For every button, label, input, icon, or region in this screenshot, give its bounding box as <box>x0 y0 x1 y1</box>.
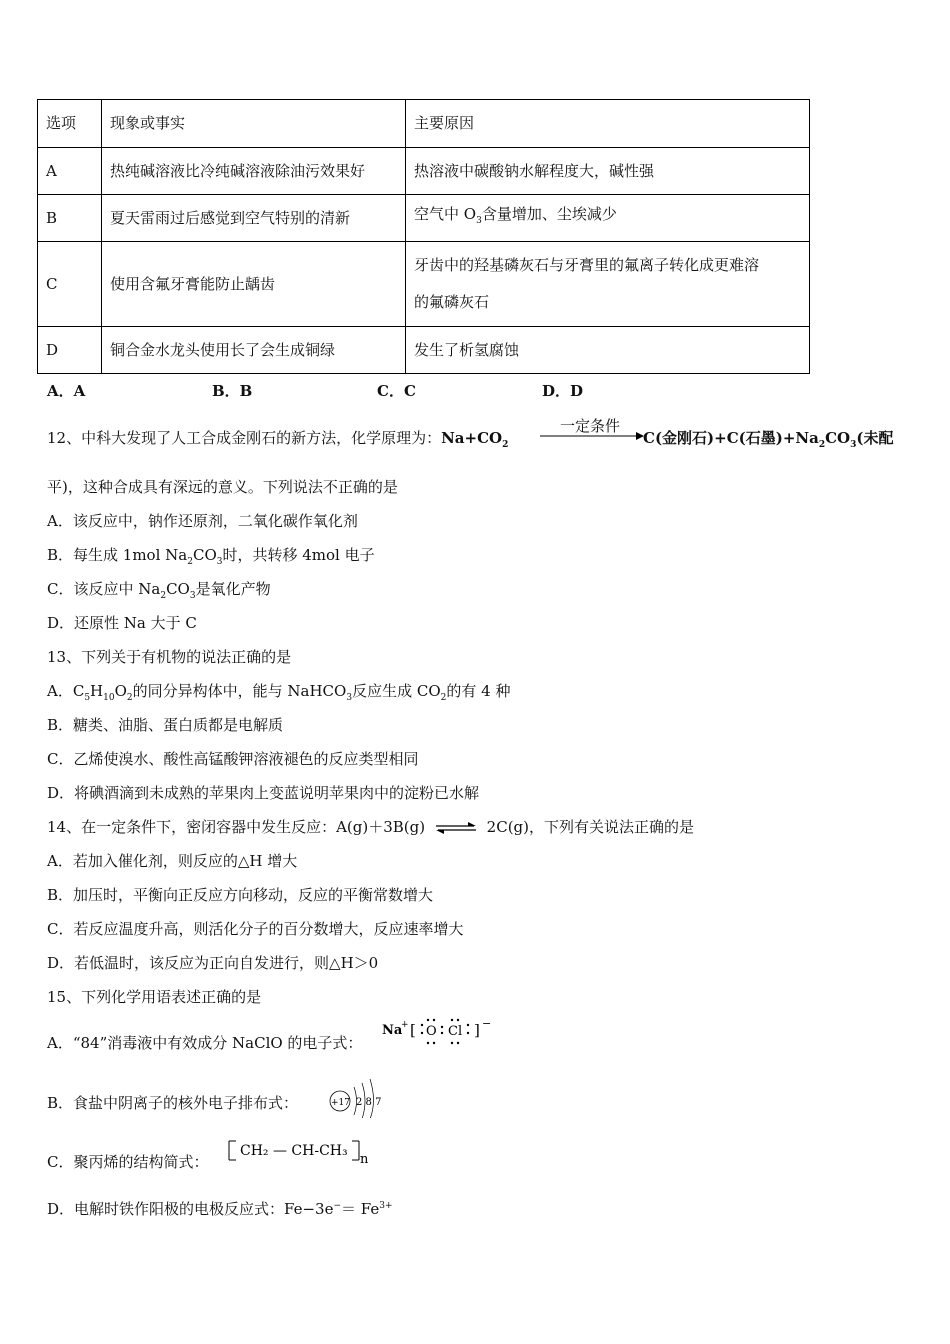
o-symbol: O <box>426 1024 437 1039</box>
q14-option-b[interactable]: B．加压时，平衡向正反应方向移动，反应的平衡常数增大 <box>47 886 434 904</box>
q11-choices <box>47 380 583 401</box>
q15-option-a[interactable]: A．“84”消毒液中有效成分 NaClO 的电子式： <box>47 1034 363 1052</box>
q12-stem: 12、中科大发现了人工合成金刚石的新方法，化学原理为：$Na+CO_2$ <box>47 429 509 450</box>
q15-option-b[interactable]: B．食盐中阴离子的核外电子排布式： <box>47 1094 299 1112</box>
svg-text:]: ] <box>474 1021 480 1039</box>
q12-option-a[interactable]: A．该反应中，钠作还原剂，二氧化碳作氧化剂 <box>47 512 358 530</box>
q12-products: C(金刚石)+C(石墨)$+Na_2CO_3$(未配 <box>643 429 894 450</box>
equilibrium-arrow-icon <box>434 821 478 835</box>
q13-option-d[interactable]: D．将碘酒滴到未成熟的苹果肉上变蓝说明苹果肉中的淀粉已水解 <box>47 784 480 802</box>
q15-option-d[interactable]: D．电解时铁作阳极的电极反应式：$Fe-3e^-= Fe^{3+}$ <box>47 1200 393 1218</box>
table-row <box>38 148 810 195</box>
row-option: B <box>38 195 102 242</box>
na-charge: + <box>401 1020 409 1030</box>
q12-option-d[interactable]: D．还原性 Na 大于 C <box>47 614 197 632</box>
shell-electrons: 2 8 7 <box>356 1097 382 1108</box>
na-symbol: Na <box>382 1023 403 1038</box>
row-option: A <box>38 148 102 195</box>
row-reason: 牙齿中的羟基磷灰石与牙膏里的氟离子转化成更难溶 的氟磷灰石 <box>406 242 810 327</box>
nucleus-charge: +17 <box>331 1098 350 1108</box>
row-reason: 发生了析氢腐蚀 <box>406 327 810 374</box>
reaction-arrow <box>540 430 644 442</box>
q14-option-d[interactable]: D．若低温时，该反应为正向自发进行，则△H＞0 <box>47 954 379 972</box>
table-row <box>38 242 810 327</box>
reaction-condition: 一定条件 <box>559 417 620 435</box>
row-option: D <box>38 327 102 374</box>
row-reason: 空气中 $O_3$含量增加、尘埃减少 <box>406 195 810 242</box>
q12-option-b[interactable]: B．每生成 1mol $Na_2CO_3$时，共转移 4mol 电子 <box>47 546 375 567</box>
q13-option-a[interactable]: A．$C_5H_{10}O_2$的同分异构体中，能与 NaHCO$_3$反应生成 $CO_2$的有 4 种 <box>47 682 511 703</box>
header-fact: 现象或事实 <box>102 100 406 148</box>
table-row <box>38 195 810 242</box>
q14-stem: 14、在一定条件下，密闭容器中发生反应：A(g)＋3B(g) 2C(g)，下列有关说法正确的是 <box>47 818 694 836</box>
q11-choice-d[interactable]: D．D <box>542 382 584 400</box>
table-row <box>38 327 810 374</box>
q13-option-c[interactable]: C．乙烯使溴水、酸性高锰酸钾溶液褪色的反应类型相同 <box>47 750 419 768</box>
row-reason: 热溶液中碳酸钠水解程度大，碱性强 <box>406 148 810 195</box>
row-fact: 铜合金水龙头使用长了会生成铜绿 <box>102 327 406 374</box>
row-fact: 使用含氟牙膏能防止龋齿 <box>102 242 406 327</box>
q15-option-c[interactable]: C．聚丙烯的结构简式： <box>47 1153 209 1171</box>
repeat-unit: CH₂ — CH-CH₃ <box>240 1143 348 1159</box>
q11-choice-c[interactable]: C．C <box>377 382 416 400</box>
q13-option-b[interactable]: B．糖类、油脂、蛋白质都是电解质 <box>47 716 284 734</box>
row-fact: 热纯碱溶液比冷纯碱溶液除油污效果好 <box>102 148 406 195</box>
q14-option-a[interactable]: A．若加入催化剂，则反应的△H 增大 <box>47 852 298 870</box>
clo-charge: − <box>482 1017 492 1030</box>
q12-option-c[interactable]: C．该反应中 $Na_2CO_3$是氧化产物 <box>47 580 271 601</box>
q12-stem-line2: 平)，这种合成具有深远的意义。下列说法不正确的是 <box>47 478 398 496</box>
electron-formula-naclo <box>382 1016 492 1048</box>
row-fact: 夏天雷雨过后感觉到空气特别的清新 <box>102 195 406 242</box>
header-reason: 主要原因 <box>406 100 810 148</box>
table-header-row <box>38 100 810 148</box>
row-option: C <box>38 242 102 327</box>
q14-option-c[interactable]: C．若反应温度升高，则活化分子的百分数增大，反应速率增大 <box>47 920 464 938</box>
q11-choice-a[interactable]: A．A <box>47 382 86 400</box>
degree-n: n <box>360 1152 369 1167</box>
svg-text:[: [ <box>410 1021 416 1039</box>
options-table <box>37 99 810 374</box>
q11-choice-b[interactable]: B．B <box>212 382 253 400</box>
header-option: 选项 <box>38 100 102 148</box>
atomic-structure-diagram <box>326 1074 386 1118</box>
polypropylene-formula <box>226 1136 372 1168</box>
q13-stem: 13、下列关于有机物的说法正确的是 <box>47 648 292 666</box>
cl-symbol: Cl <box>448 1024 463 1039</box>
q15-stem: 15、下列化学用语表述正确的是 <box>47 988 262 1006</box>
